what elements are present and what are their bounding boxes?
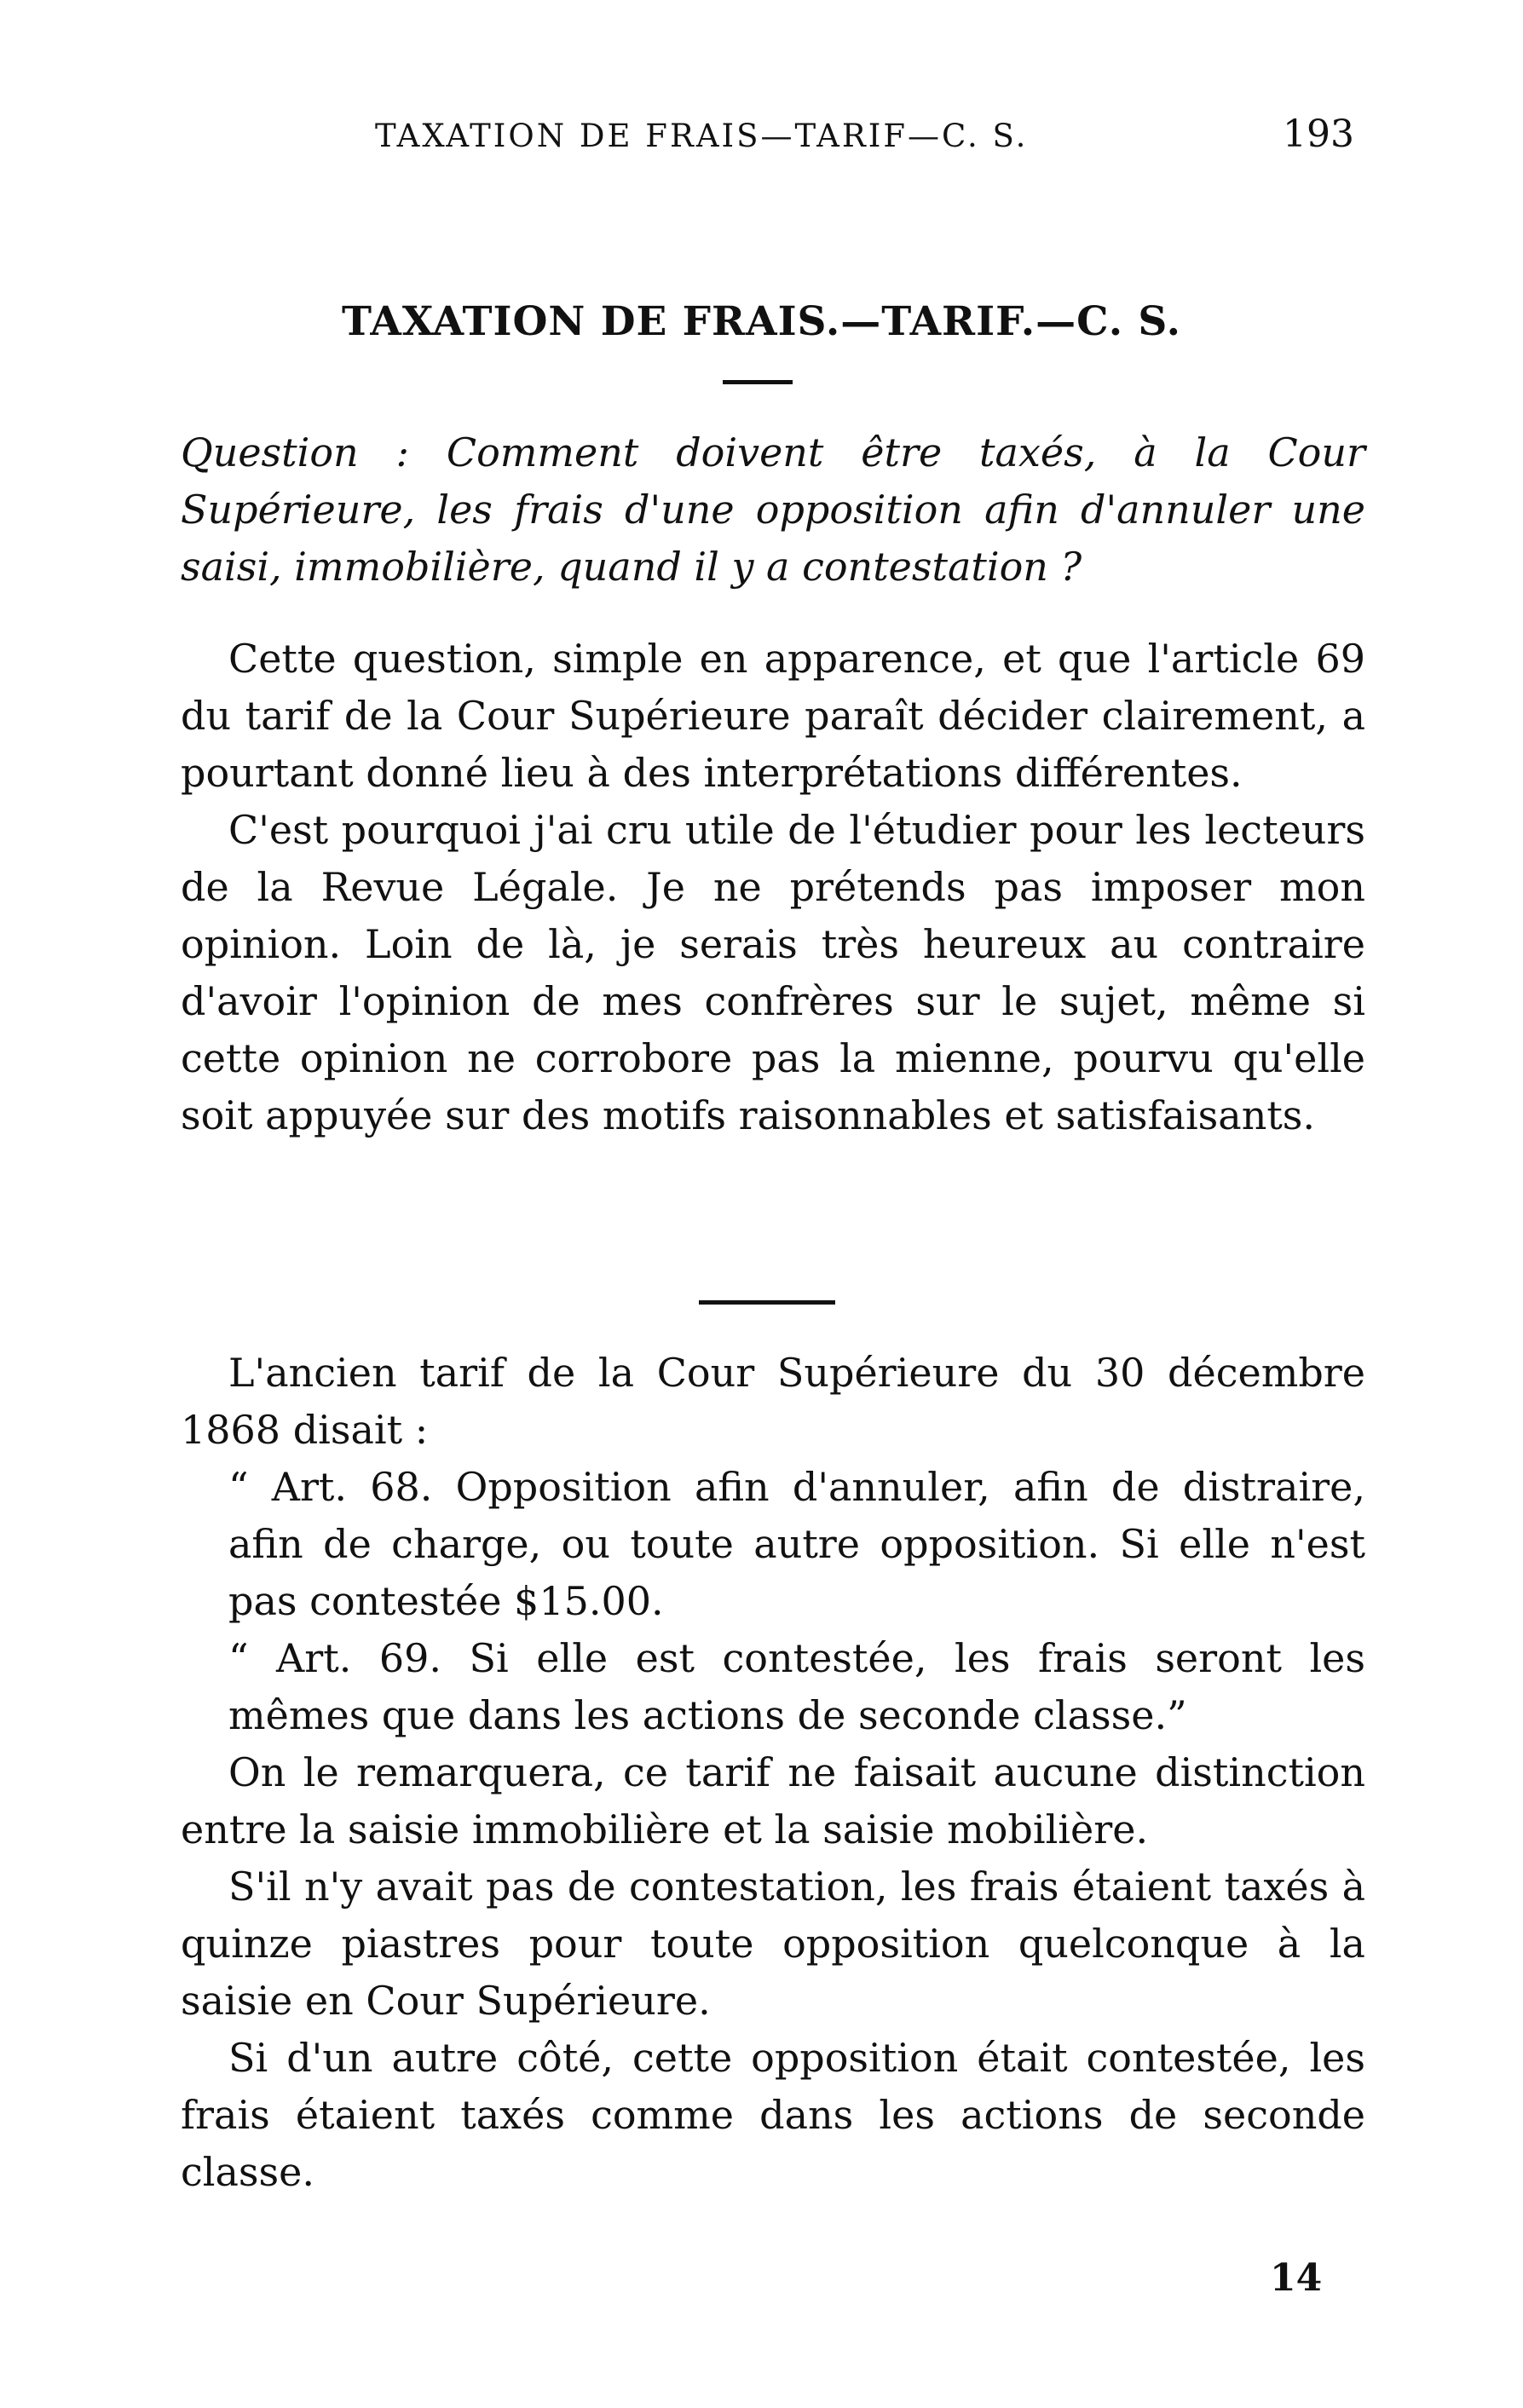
paragraph: Si d'un autre côté, cette opposition était contestée, les frais étaient taxés comme dans les actions de seconde classe. xyxy=(181,2035,1365,2195)
question-paragraph: Question : Comment doivent être taxés, à la Cour Supérieure, les frais d'une opposition afin d'annuler une saisi, immobilière, quand il y a contestation ? xyxy=(181,429,1365,590)
tariff-section xyxy=(181,1345,1365,2201)
paragraph: C'est pourquoi j'ai cru utile de l'étudier pour les lecteurs de la Revue Légale. Je ne prétends pas imposer mon opinion. Loin de là, je serais très heureux au contraire d'avoir l'opinion de mes confrères sur le sujet, même si cette opinion ne corrobore pas la mienne, pourvu qu'elle soit appuyée sur des motifs raisonnables et satisfaisants. xyxy=(181,807,1365,1138)
section-divider xyxy=(699,1300,835,1305)
running-header: TAXATION DE FRAIS—TARIF—C. S. xyxy=(375,118,1029,154)
title-divider xyxy=(723,380,793,384)
quote-art-69: “ Art. 69. Si elle est contestée, les frais seront les mêmes que dans les actions de seconde classe.” xyxy=(228,1635,1365,1738)
article-title: TAXATION DE FRAIS.—TARIF.—C. S. xyxy=(341,298,1182,345)
signature-mark: 14 xyxy=(1270,2256,1323,2300)
quote-art-68: “ Art. 68. Opposition afin d'annuler, afin de distraire, afin de charge, ou toute autre opposition. Si elle n'est pas contestée $15.00. xyxy=(228,1464,1365,1624)
paragraph: S'il n'y avait pas de contestation, les frais étaient taxés à quinze piastres pour toute opposition quelconque à la saisie en Cour Supérieure. xyxy=(181,1864,1365,2024)
page-number: 193 xyxy=(1283,112,1354,156)
paragraph: Cette question, simple en apparence, et que l'article 69 du tarif de la Cour Supérieure paraît décider clairement, a pourtant donné lieu à des interprétations différentes. xyxy=(181,636,1365,796)
paragraph: L'ancien tarif de la Cour Supérieure du 30 décembre 1868 disait : xyxy=(181,1350,1365,1453)
paragraph: On le remarquera, ce tarif ne faisait aucune distinction entre la saisie immobilière et la saisie mobilière. xyxy=(181,1749,1365,1852)
intro-section xyxy=(181,631,1365,1144)
